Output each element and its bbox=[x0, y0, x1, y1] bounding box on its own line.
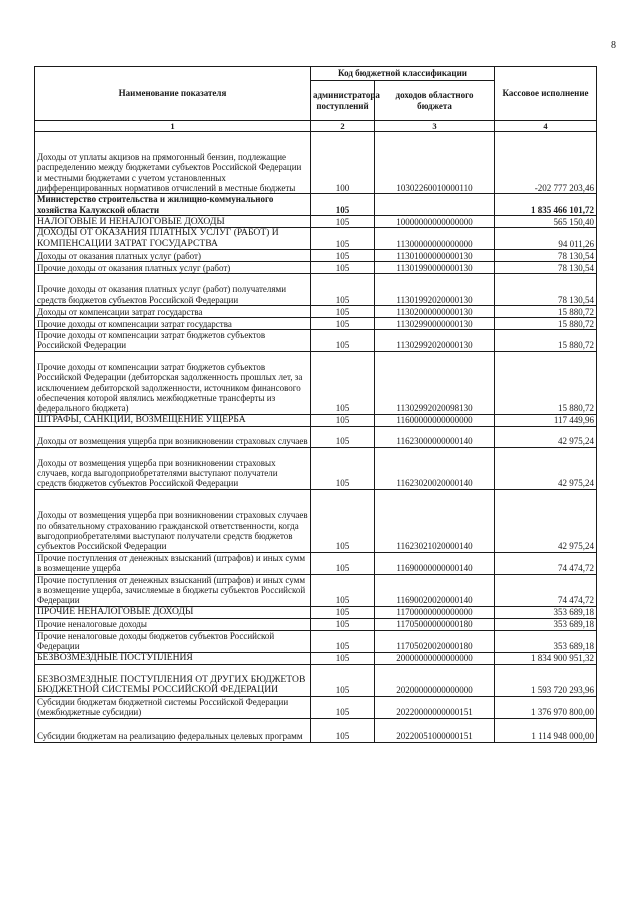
admin-code: 105 bbox=[311, 274, 375, 306]
header-income: доходов областного бюджета bbox=[375, 81, 495, 121]
admin-code: 105 bbox=[311, 718, 375, 742]
income-code: 20000000000000000 bbox=[375, 652, 495, 664]
income-code: 11705020020000180 bbox=[375, 630, 495, 652]
table-row bbox=[35, 250, 597, 262]
table-row bbox=[35, 414, 597, 426]
indicator-name: ПРОЧИЕ НЕНАЛОГОВЫЕ ДОХОДЫ bbox=[35, 606, 311, 618]
admin-code: 105 bbox=[311, 574, 375, 606]
table-row bbox=[35, 330, 597, 352]
admin-code: 105 bbox=[311, 414, 375, 426]
table-row bbox=[35, 274, 597, 306]
table-row bbox=[35, 552, 597, 574]
income-code: 11600000000000000 bbox=[375, 414, 495, 426]
income-code: 11301992020000130 bbox=[375, 274, 495, 306]
table-row bbox=[35, 306, 597, 318]
income-code: 11623020020000140 bbox=[375, 447, 495, 489]
income-code: 11690000000000140 bbox=[375, 552, 495, 574]
execution-amount: 117 449,96 bbox=[495, 414, 597, 426]
income-code: 11302992020000130 bbox=[375, 330, 495, 352]
admin-code: 100 bbox=[311, 132, 375, 194]
indicator-name: Доходы от оказания платных услуг (работ) bbox=[35, 250, 311, 262]
execution-amount: 94 011,26 bbox=[495, 228, 597, 250]
admin-code: 105 bbox=[311, 318, 375, 330]
admin-code: 105 bbox=[311, 250, 375, 262]
income-code: 20200000000000000 bbox=[375, 664, 495, 696]
indicator-name: Доходы от компенсации затрат государства bbox=[35, 306, 311, 318]
income-code: 11700000000000000 bbox=[375, 606, 495, 618]
income-code: 20220000000000151 bbox=[375, 696, 495, 718]
table-row bbox=[35, 426, 597, 447]
indicator-name: Доходы от возмещения ущерба при возникновении страховых случаев по обязательному страхованию гражданской ответственности, когда выгодоприобретателями выступают получатели средств бюджетов субъектов Российской Федерации bbox=[35, 489, 311, 552]
execution-amount: 78 130,54 bbox=[495, 262, 597, 274]
admin-code: 105 bbox=[311, 228, 375, 250]
execution-amount: 1 834 900 951,32 bbox=[495, 652, 597, 664]
indicator-name: НАЛОГОВЫЕ И НЕНАЛОГОВЫЕ ДОХОДЫ bbox=[35, 216, 311, 228]
admin-code: 105 bbox=[311, 216, 375, 228]
income-code: 11301990000000130 bbox=[375, 262, 495, 274]
execution-amount: 353 689,18 bbox=[495, 606, 597, 618]
income-code: 11690020020000140 bbox=[375, 574, 495, 606]
table-row bbox=[35, 618, 597, 630]
execution-amount: 1 593 720 293,96 bbox=[495, 664, 597, 696]
table-row bbox=[35, 262, 597, 274]
income-code bbox=[375, 194, 495, 216]
admin-code: 105 bbox=[311, 618, 375, 630]
execution-amount: 78 130,54 bbox=[495, 274, 597, 306]
execution-amount: 353 689,18 bbox=[495, 618, 597, 630]
indicator-name: Прочие неналоговые доходы bbox=[35, 618, 311, 630]
execution-amount: 565 150,40 bbox=[495, 216, 597, 228]
indicator-name: Прочие доходы от компенсации затрат бюджетов субъектов Российской Федерации (дебиторская задолженность прошлых лет, за исключением дебиторской задолженности, источником финансового обеспечения которой являлись межбюджетные трансферты из федерального бюджета) bbox=[35, 351, 311, 414]
indicator-name: Прочие доходы от оказания платных услуг (работ) bbox=[35, 262, 311, 274]
indicator-name: Министерство строительства и жилищно-коммунального хозяйства Калужской области bbox=[35, 194, 311, 216]
table-row bbox=[35, 194, 597, 216]
execution-amount: 15 880,72 bbox=[495, 306, 597, 318]
execution-amount: -202 777 203,46 bbox=[495, 132, 597, 194]
indicator-name: Доходы от уплаты акцизов на прямогонный бензин, подлежащие распределению между бюджетами субъектов Российской Федерации и местными бюджетами с учетом установленных дифференцированных нормативов отчислений в местные бюджеты bbox=[35, 132, 311, 194]
admin-code: 105 bbox=[311, 194, 375, 216]
income-code: 11301000000000130 bbox=[375, 250, 495, 262]
indicator-name: БЕЗВОЗМЕЗДНЫЕ ПОСТУПЛЕНИЯ ОТ ДРУГИХ БЮДЖЕТОВ БЮДЖЕТНОЙ СИСТЕМЫ РОССИЙСКОЙ ФЕДЕРАЦИИ bbox=[35, 664, 311, 696]
header-admin: администратора поступлений bbox=[311, 81, 375, 121]
income-code: 11302000000000130 bbox=[375, 306, 495, 318]
indicator-name: Субсидии бюджетам на реализацию федеральных целевых программ bbox=[35, 718, 311, 742]
table-row bbox=[35, 228, 597, 250]
table-row bbox=[35, 216, 597, 228]
col-number-1: 1 bbox=[35, 121, 311, 132]
income-code: 11705000000000180 bbox=[375, 618, 495, 630]
income-code: 11300000000000000 bbox=[375, 228, 495, 250]
execution-amount: 42 975,24 bbox=[495, 489, 597, 552]
table-row bbox=[35, 718, 597, 742]
income-code: 10302260010000110 bbox=[375, 132, 495, 194]
indicator-name: Доходы от возмещения ущерба при возникновении страховых случаев bbox=[35, 426, 311, 447]
income-code: 11302990000000130 bbox=[375, 318, 495, 330]
header-bcc-group: Код бюджетной классификации bbox=[311, 67, 495, 81]
admin-code: 105 bbox=[311, 306, 375, 318]
indicator-name: Прочие доходы от компенсации затрат бюджетов субъектов Российской Федерации bbox=[35, 330, 311, 352]
execution-amount: 15 880,72 bbox=[495, 318, 597, 330]
col-number-3: 3 bbox=[375, 121, 495, 132]
admin-code: 105 bbox=[311, 447, 375, 489]
column-number-row bbox=[35, 121, 597, 132]
execution-amount: 74 474,72 bbox=[495, 552, 597, 574]
table-row bbox=[35, 630, 597, 652]
execution-amount: 353 689,18 bbox=[495, 630, 597, 652]
income-code: 10000000000000000 bbox=[375, 216, 495, 228]
table-row bbox=[35, 132, 597, 194]
indicator-name: ДОХОДЫ ОТ ОКАЗАНИЯ ПЛАТНЫХ УСЛУГ (РАБОТ) И КОМПЕНСАЦИИ ЗАТРАТ ГОСУДАРСТВА bbox=[35, 228, 311, 250]
col-number-2: 2 bbox=[311, 121, 375, 132]
table-row bbox=[35, 489, 597, 552]
admin-code: 105 bbox=[311, 262, 375, 274]
table-row bbox=[35, 447, 597, 489]
income-code: 11623021020000140 bbox=[375, 489, 495, 552]
admin-code: 105 bbox=[311, 630, 375, 652]
header-name: Наименование показателя bbox=[35, 67, 311, 121]
execution-amount: 1 114 948 000,00 bbox=[495, 718, 597, 742]
table-row bbox=[35, 652, 597, 664]
execution-amount: 1 376 970 800,00 bbox=[495, 696, 597, 718]
admin-code: 105 bbox=[311, 552, 375, 574]
table-row bbox=[35, 574, 597, 606]
income-code: 11623000000000140 bbox=[375, 426, 495, 447]
table-row bbox=[35, 351, 597, 414]
execution-amount: 42 975,24 bbox=[495, 447, 597, 489]
table-row bbox=[35, 606, 597, 618]
indicator-name: БЕЗВОЗМЕЗДНЫЕ ПОСТУПЛЕНИЯ bbox=[35, 652, 311, 664]
execution-amount: 15 880,72 bbox=[495, 330, 597, 352]
indicator-name: Прочие доходы от компенсации затрат государства bbox=[35, 318, 311, 330]
indicator-name: ШТРАФЫ, САНКЦИИ, ВОЗМЕЩЕНИЕ УЩЕРБА bbox=[35, 414, 311, 426]
execution-amount: 15 880,72 bbox=[495, 351, 597, 414]
indicator-name: Доходы от возмещения ущерба при возникновении страховых случаев, когда выгодоприобретателями выступают получатели средств бюджетов субъектов Российской Федерации bbox=[35, 447, 311, 489]
admin-code: 105 bbox=[311, 351, 375, 414]
budget-execution-table bbox=[34, 66, 597, 743]
income-code: 20220051000000151 bbox=[375, 718, 495, 742]
indicator-name: Субсидии бюджетам бюджетной системы Российской Федерации (межбюджетные субсидии) bbox=[35, 696, 311, 718]
admin-code: 105 bbox=[311, 426, 375, 447]
admin-code: 105 bbox=[311, 606, 375, 618]
indicator-name: Прочие неналоговые доходы бюджетов субъектов Российской Федерации bbox=[35, 630, 311, 652]
execution-amount: 78 130,54 bbox=[495, 250, 597, 262]
admin-code: 105 bbox=[311, 696, 375, 718]
admin-code: 105 bbox=[311, 330, 375, 352]
header-execution: Кассовое исполнение bbox=[495, 67, 597, 121]
col-number-4: 4 bbox=[495, 121, 597, 132]
table-row bbox=[35, 318, 597, 330]
execution-amount: 1 835 466 101,72 bbox=[495, 194, 597, 216]
table-row bbox=[35, 696, 597, 718]
indicator-name: Прочие доходы от оказания платных услуг (работ) получателями средств бюджетов субъектов Российской Федерации bbox=[35, 274, 311, 306]
page-number: 8 bbox=[611, 40, 616, 51]
execution-amount: 74 474,72 bbox=[495, 574, 597, 606]
execution-amount: 42 975,24 bbox=[495, 426, 597, 447]
indicator-name: Прочие поступления от денежных взысканий (штрафов) и иных сумм в возмещение ущерба, зачисляемые в бюджеты субъектов Российской Федерации bbox=[35, 574, 311, 606]
admin-code: 105 bbox=[311, 664, 375, 696]
indicator-name: Прочие поступления от денежных взысканий (штрафов) и иных сумм в возмещение ущерба bbox=[35, 552, 311, 574]
admin-code: 105 bbox=[311, 489, 375, 552]
table-row bbox=[35, 664, 597, 696]
income-code: 11302992020098130 bbox=[375, 351, 495, 414]
admin-code: 105 bbox=[311, 652, 375, 664]
